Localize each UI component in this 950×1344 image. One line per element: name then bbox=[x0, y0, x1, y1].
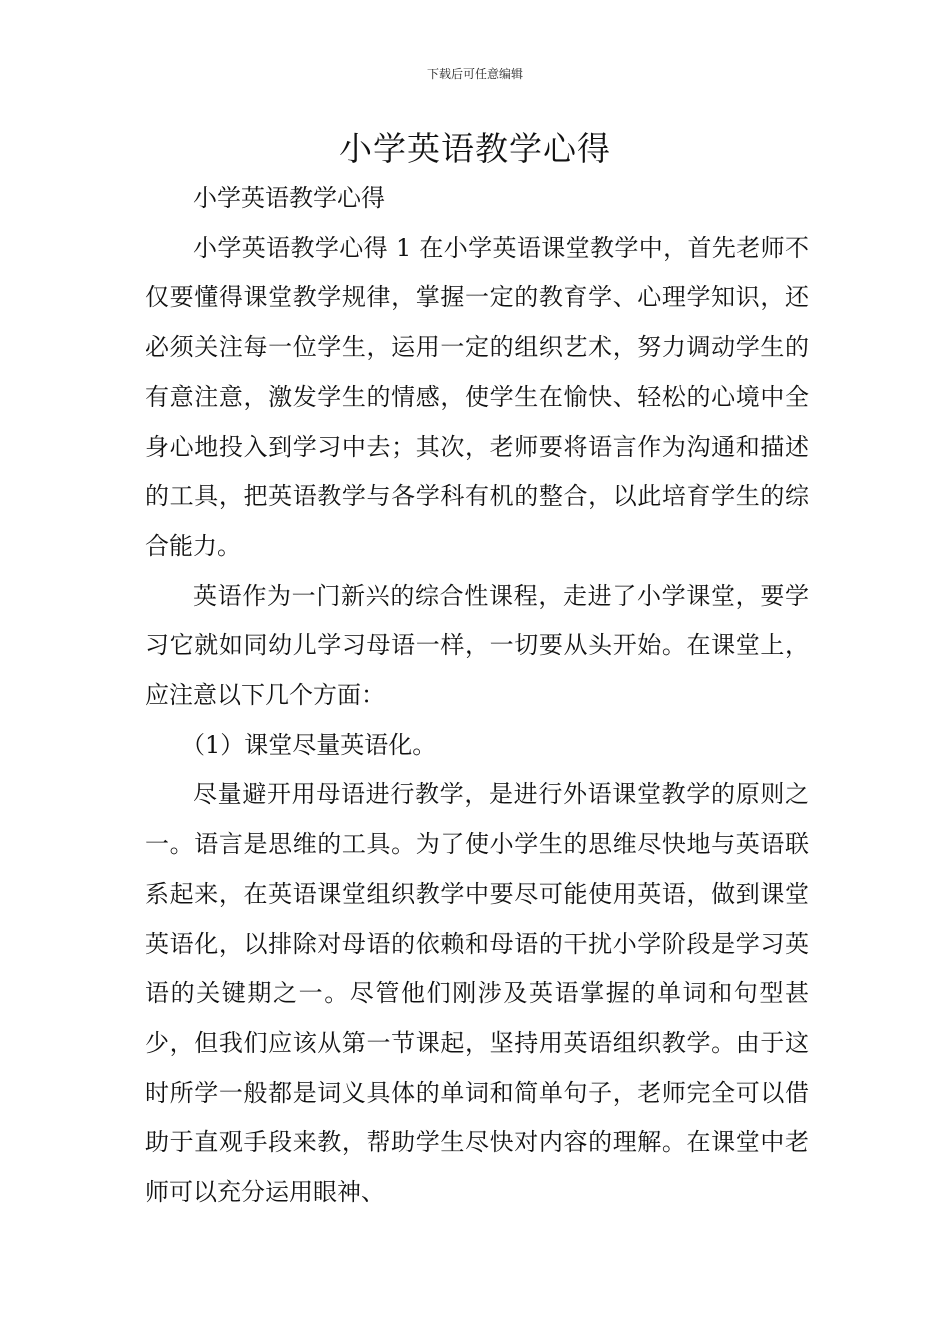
header-note: 下载后可任意编辑 bbox=[426, 67, 523, 81]
paragraph: 小学英语教学心得 1 在小学英语课堂教学中，首先老师不仅要懂得课堂教学规律，掌握一定的教育学、心理学知识，还必须关注每一位学生，运用一定的组织艺术，努力调动学生的有意注意，激发学生的情感，使学生在愉快、轻松的心境中全身心地投入到学习中去；其次，老师要将语言作为沟通和描述的工具，把英语教学与各学科有机的整合，以此培育学生的综合能力。 bbox=[145, 233, 809, 560]
paragraph-subtitle: 小学英语教学心得 bbox=[193, 184, 385, 212]
section-heading: （1）课堂尽量英语化。 bbox=[181, 730, 437, 759]
paragraph: 尽量避开用母语进行教学，是进行外语课堂教学的原则之一。语言是思维的工具。为了使小学生的思维尽快地与英语联系起来，在英语课堂组织教学中要尽可能使用英语，做到课堂英语化，以排除对母语的依赖和母语的干扰小学阶段是学习英语的关键期之一。尽管他们刚涉及英语掌握的单词和句型甚少，但我们应该从第一节课起，坚持用英语组织教学。由于这时所学一般都是词义具体的单词和简单句子，老师完全可以借助于直观手段来教，帮助学生尽快对内容的理解。在课堂中老师可以充分运用眼神、 bbox=[145, 780, 809, 1207]
document-body bbox=[145, 174, 809, 1218]
document-title: 小学英语教学心得 bbox=[339, 129, 611, 168]
paragraph: 英语作为一门新兴的综合性课程，走进了小学课堂，要学习它就如同幼儿学习母语一样，一切要从头开始。在课堂上，应注意以下几个方面： bbox=[145, 581, 809, 710]
